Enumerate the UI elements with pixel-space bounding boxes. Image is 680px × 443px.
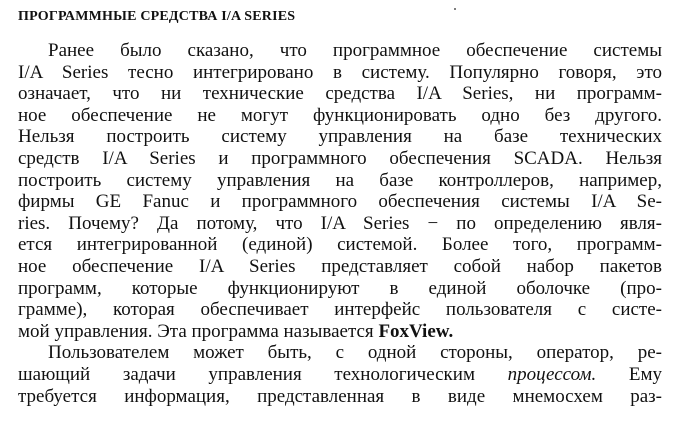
text-line: ное обеспечение I/A Series представляет собой набор пакетов xyxy=(18,255,662,277)
text-fragment: мой управления. Эта программа называется xyxy=(18,320,379,342)
text-line-last xyxy=(18,321,662,343)
section-heading: ПРОГРАММНЫЕ СРЕДСТВА I/A SERIES xyxy=(18,9,296,24)
text-line: ется интегрированной (единой) системой. Более того, программ- xyxy=(18,234,662,256)
text-fragment: шающий задачи управления технологическим xyxy=(18,363,508,385)
document-page xyxy=(18,8,662,407)
text-line: ное обеспечение не могут функционировать одно без другого. xyxy=(18,104,662,126)
text-line: I/A Series тесно интегрировано в систему. Популярно говоря, это xyxy=(18,61,662,83)
text-line: означает, что ни технические средства I/A Series, ни программ- xyxy=(18,83,662,105)
paragraph-2 xyxy=(18,342,662,407)
paragraph-1 xyxy=(18,40,662,342)
text-line: Нельзя построить систему управления на базе технических xyxy=(18,126,662,148)
text-line: ries. Почему? Да потому, что I/A Series − по определению явля- xyxy=(18,212,662,234)
text-line: грамме), которая обеспечивает интерфейс пользователя с систе- xyxy=(18,299,662,321)
text-line: Пользователем может быть, с одной стороны, оператор, ре- xyxy=(48,342,662,364)
text-line: Ранее было сказано, что программное обеспечение системы xyxy=(48,40,662,61)
program-name-bold: FoxView. xyxy=(378,320,454,342)
text-fragment: Ему xyxy=(596,363,663,385)
text-line xyxy=(18,364,662,386)
text-line: требуется информация, представленная в виде мнемосхем раз- xyxy=(18,385,662,407)
text-line: средств I/A Series и программного обеспечения SCADA. Нельзя xyxy=(18,147,662,169)
text-line: фирмы GE Fanuc и программного обеспечения системы I/A Se- xyxy=(18,191,662,213)
text-line: программ, которые функционируют в единой оболочке (про- xyxy=(18,277,662,299)
scan-speck xyxy=(454,8,456,10)
text-line: построить систему управления на базе контроллеров, например, xyxy=(18,169,662,191)
italic-word: процессом. xyxy=(507,363,597,385)
